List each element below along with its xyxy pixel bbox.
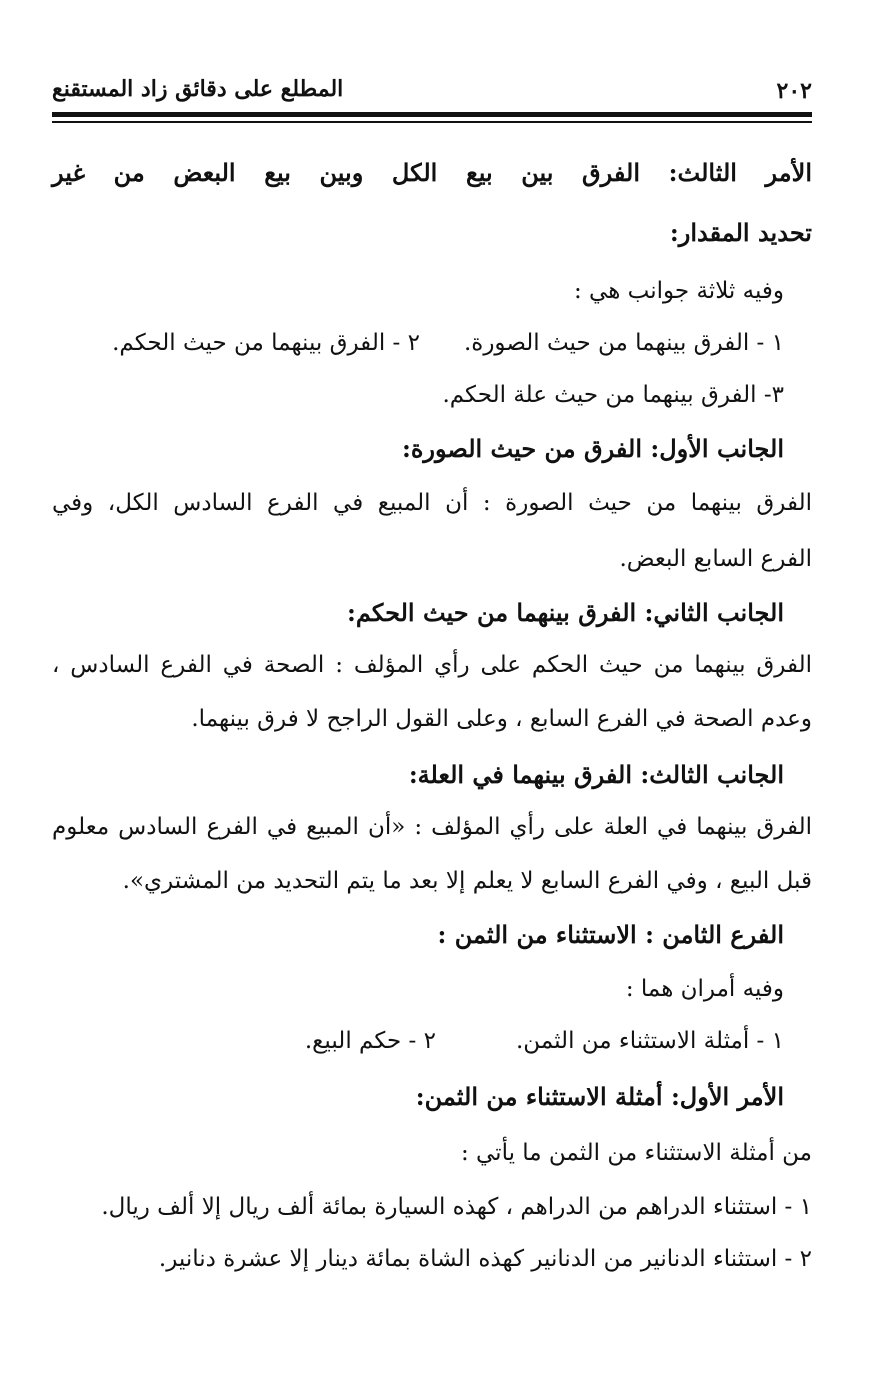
para-cause-continued: قبل البيع ، وفي الفرع السابع لا يعلم إلا بعد ما يتم التحديد من المشتري». xyxy=(122,868,812,894)
heading-third-matter: الأمر الثالث: الفرق بين بيع الكل وبين بيع البعض من غير xyxy=(52,158,812,187)
heading-eighth-branch: الفرع الثامن : الاستثناء من الثمن : xyxy=(437,920,784,949)
running-title: المطلع على دقائق زاد المستقنع xyxy=(52,76,344,102)
header-rule-thick xyxy=(52,112,812,117)
heading-aspect-3: الجانب الثالث: الفرق بينهما في العلة: xyxy=(408,760,784,789)
matter-1: ١ - أمثلة الاستثناء من الثمن. xyxy=(516,1028,784,1054)
matters-row xyxy=(52,1026,784,1056)
example-2: ٢ - استثناء الدنانير من الدنانير كهذه الشاة بمائة دينار إلا عشرة دنانير. xyxy=(158,1246,812,1272)
examples-intro: من أمثلة الاستثناء من الثمن ما يأتي : xyxy=(460,1140,812,1166)
heading-third-matter-continued: تحديد المقدار: xyxy=(669,218,812,247)
matter-2: ٢ - حكم البيع. xyxy=(304,1028,436,1054)
para-ruling-continued: وعدم الصحة في الفرع السابع ، وعلى القول الراجح لا فرق بينهما. xyxy=(191,706,812,732)
header-rule-thin xyxy=(52,121,812,123)
para-form-continued: الفرع السابع البعض. xyxy=(619,546,812,572)
aspect-3: ٣- الفرق بينهما من حيث علة الحكم. xyxy=(442,382,784,408)
intro-three-aspects: وفيه ثلاثة جوانب هي : xyxy=(574,278,784,304)
heading-aspect-1: الجانب الأول: الفرق من حيث الصورة: xyxy=(401,434,784,463)
aspect-2: ٢ - الفرق بينهما من حيث الحكم. xyxy=(112,330,420,356)
page-number: ٢٠٢ xyxy=(776,78,812,104)
para-ruling: الفرق بينهما من حيث الحكم على رأي المؤلف : الصحة في الفرع السادس ، xyxy=(52,652,812,678)
heading-aspect-2: الجانب الثاني: الفرق بينهما من حيث الحكم: xyxy=(347,598,784,627)
para-form: الفرق بينهما من حيث الصورة : أن المبيع في الفرع السادس الكل، وفي xyxy=(52,490,812,516)
example-1: ١ - استثناء الدراهم من الدراهم ، كهذه السيارة بمائة ألف ريال إلا ألف ريال. xyxy=(101,1194,812,1220)
intro-two-matters: وفيه أمران هما : xyxy=(625,976,784,1002)
aspects-row xyxy=(52,328,784,358)
heading-first-matter: الأمر الأول: أمثلة الاستثناء من الثمن: xyxy=(415,1082,784,1111)
para-cause: الفرق بينهما في العلة على رأي المؤلف : «أن المبيع في الفرع السادس معلوم xyxy=(52,814,812,840)
page-header xyxy=(52,72,812,112)
aspect-1: ١ - الفرق بينهما من حيث الصورة. xyxy=(463,330,784,356)
